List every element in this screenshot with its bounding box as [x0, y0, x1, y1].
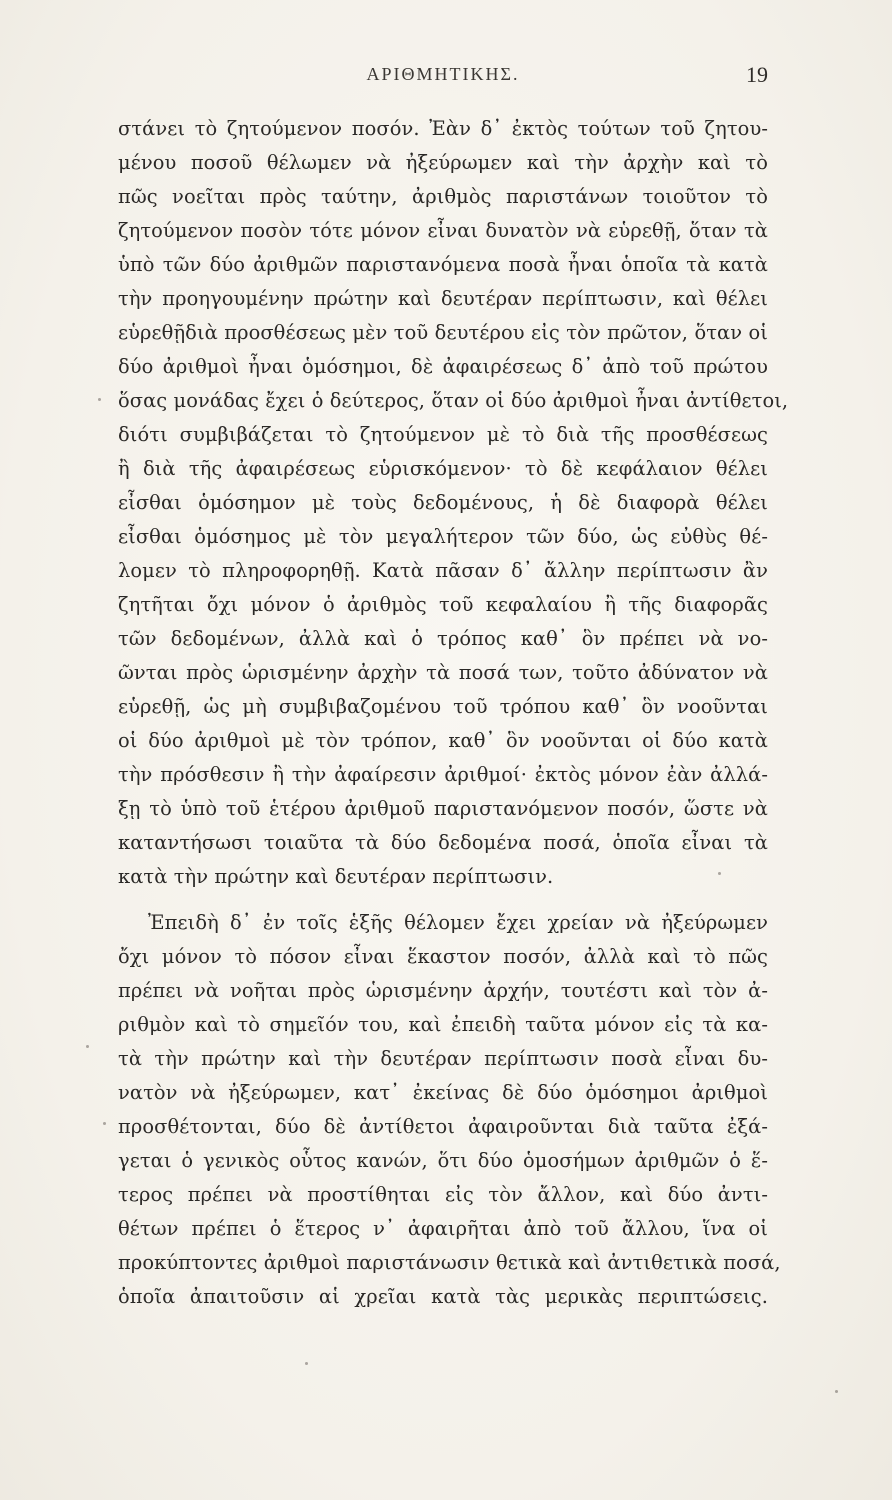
- text-line: ζητῆται ὄχι μόνον ὁ ἀριθμὸς τοῦ κεφαλαίου ἢ τῆς διαφορᾶς: [118, 593, 768, 616]
- text-line: πῶς νοεῖται πρὸς ταύτην, ἀριθμὸς παριστάνων τοιοῦτον τὸ: [118, 185, 768, 208]
- text-line: εὑρεθῇ, ὡς μὴ συμβιβαζομένου τοῦ τρόπου καθ᾽ ὃν νοοῦνται: [118, 695, 768, 718]
- running-head: [118, 62, 768, 92]
- text-line: τερος πρέπει νὰ προστίθηται εἰς τὸν ἄλλον, καὶ δύο ἀντι-: [118, 1183, 768, 1206]
- text-line: μένου ποσοῦ θέλωμεν νὰ ἠξεύρωμεν καὶ τὴν ἀρχὴν καὶ τὸ: [118, 151, 768, 174]
- text-line: ζητούμενον ποσὸν τότε μόνον εἶναι δυνατὸν νὰ εὑρεθῇ, ὅταν τὰ: [118, 219, 768, 242]
- page-number: 19: [746, 62, 768, 87]
- text-line: προσθέτονται, δύο δὲ ἀντίθετοι ἀφαιροῦνται διὰ ταῦτα ἐξά-: [118, 1115, 768, 1138]
- text-line: λομεν τὸ πληροφορηθῇ. Κατὰ πᾶσαν δ᾽ ἄλλην περίπτωσιν ἂν: [118, 559, 768, 582]
- text-line: προκύπτοντες ἀριθμοὶ παριστάνωσιν θετικὰ καὶ ἀντιθετικὰ ποσά,: [118, 1251, 781, 1274]
- paper-speck: [305, 1362, 308, 1365]
- text-line: εἶσθαι ὁμόσημος μὲ τὸν μεγαλήτερον τῶν δύο, ὡς εὐθὺς θέ-: [118, 525, 768, 548]
- text-line: τὴν πρόσθεσιν ἢ τὴν ἀφαίρεσιν ἀριθμοί· ἐκτὸς μόνον ἐὰν ἀλλά-: [118, 763, 768, 786]
- text-line: ἢ διὰ τῆς ἀφαιρέσεως εὑρισκόμενον· τὸ δὲ κεφάλαιον θέλει: [118, 457, 768, 480]
- text-line: θέτων πρέπει ὁ ἕτερος ν᾽ ἀφαιρῆται ἀπὸ τοῦ ἄλλου, ἵνα οἱ: [118, 1217, 768, 1240]
- paper-speck: [98, 398, 101, 401]
- body-text: [118, 112, 789, 1314]
- paper-speck: [86, 1045, 89, 1048]
- paragraph-1: [118, 112, 789, 894]
- text-line: τῶν δεδομένων, ἀλλὰ καὶ ὁ τρόπος καθ᾽ ὃν πρέπει νὰ νο-: [118, 627, 768, 650]
- text-line: Ἐπειδὴ δ᾽ ἐν τοῖς ἑξῆς θέλομεν ἔχει χρείαν νὰ ἠξεύρωμεν: [148, 911, 768, 934]
- text-line: οἱ δύο ἀριθμοὶ μὲ τὸν τρόπον, καθ᾽ ὃν νοοῦνται οἱ δύο κατὰ: [118, 729, 768, 752]
- running-title: ΑΡΙΘΜΗΤΙΚΗΣ.: [366, 64, 520, 84]
- text-line: κατὰ τὴν πρώτην καὶ δευτέραν περίπτωσιν.: [118, 865, 554, 888]
- text-line: νατὸν νὰ ἠξεύρωμεν, κατ᾽ ἐκείνας δὲ δύο ὁμόσημοι ἀριθμοὶ: [118, 1081, 768, 1104]
- text-line: τὴν προηγουμένην πρώτην καὶ δευτέραν περίπτωσιν, καὶ θέλει: [118, 287, 768, 310]
- text-line: δύο ἀριθμοὶ ἦναι ὁμόσημοι, δὲ ἀφαιρέσεως δ᾽ ἀπὸ τοῦ πρώτου: [118, 355, 768, 378]
- text-line: ξῃ τὸ ὑπὸ τοῦ ἑτέρου ἀριθμοῦ παριστανόμενον ποσόν, ὥστε νὰ: [118, 797, 768, 820]
- text-line: εὑρεθῇδιὰ προσθέσεως μὲν τοῦ δευτέρου εἰς τὸν πρῶτον, ὅταν οἱ: [118, 321, 768, 344]
- paper-speck: [103, 1122, 106, 1125]
- text-line: καταντήσωσι τοιαῦτα τὰ δύο δεδομένα ποσά, ὁποῖα εἶναι τὰ: [118, 831, 768, 854]
- text-line: ὅσας μονάδας ἔχει ὁ δεύτερος, ὅταν οἱ δύο ἀριθμοὶ ἦναι ἀντίθετοι,: [118, 389, 789, 412]
- text-line: ὁποῖα ἀπαιτοῦσιν αἱ χρεῖαι κατὰ τὰς μερικὰς περιπτώσεις.: [118, 1285, 768, 1308]
- paragraph-2: [118, 906, 781, 1314]
- text-line: εἶσθαι ὁμόσημον μὲ τοὺς δεδομένους, ἡ δὲ διαφορὰ θέλει: [118, 491, 768, 514]
- text-line: τὰ τὴν πρώτην καὶ τὴν δευτέραν περίπτωσιν ποσὰ εἶναι δυ-: [118, 1047, 768, 1070]
- text-line: γεται ὁ γενικὸς οὗτος κανών, ὅτι δύο ὁμοσήμων ἀριθμῶν ὁ ἕ-: [118, 1149, 768, 1172]
- text-line: ριθμὸν καὶ τὸ σημεῖόν του, καὶ ἐπειδὴ ταῦτα μόνον εἰς τὰ κα-: [118, 1013, 768, 1036]
- paper-speck: [718, 872, 721, 875]
- paper-speck: [835, 1390, 838, 1393]
- text-line: ῶνται πρὸς ὡρισμένην ἀρχὴν τὰ ποσά των, τοῦτο ἀδύνατον νὰ: [118, 661, 768, 684]
- text-line: ὑπὸ τῶν δύο ἀριθμῶν παριστανόμενα ποσὰ ἦναι ὁποῖα τὰ κατὰ: [118, 253, 768, 276]
- text-line: διότι συμβιβάζεται τὸ ζητούμενον μὲ τὸ διὰ τῆς προσθέσεως: [118, 423, 768, 446]
- text-line: στάνει τὸ ζητούμενον ποσόν. Ἐὰν δ᾽ ἐκτὸς τούτων τοῦ ζητου-: [118, 117, 768, 140]
- text-line: πρέπει νὰ νοῆται πρὸς ὡρισμένην ἀρχήν, τουτέστι καὶ τὸν ἀ-: [118, 979, 768, 1002]
- text-line: ὄχι μόνον τὸ πόσον εἶναι ἕκαστον ποσόν, ἀλλὰ καὶ τὸ πῶς: [118, 945, 768, 968]
